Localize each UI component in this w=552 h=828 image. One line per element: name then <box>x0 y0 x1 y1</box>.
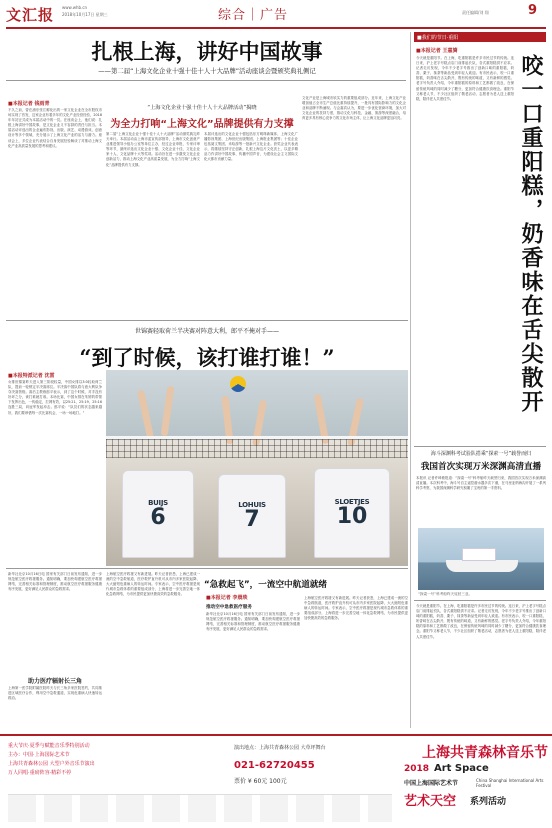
emergency-col-c: 上海航空医疗救援又有新进展。昨天记者获悉，上海已建成一流的空中急救航道，医疗救护直升机可从市内多家医院起降，大大缩短危重病人的转运时间。专家表示，空中医疗救援是现代城市急救体系的重要组成部分，上海将进一步完善空地一体化急救网络，为市民提供更加快捷高效的急救服务。 <box>304 596 408 621</box>
ad-right-sub2: 艺术天空 <box>404 794 457 809</box>
ad-line: 上海共青森林公园 大型户外音乐节演出 <box>8 761 95 767</box>
masthead-url: www.whb.cn <box>62 5 88 10</box>
lead-col-4: 文化产业是上海城市软实力的重要组成部分。近年来，上海文化产业增加值占全市生产总值比重持续提升，一批具有国际影响力的文化企业和品牌不断涌现。与会嘉宾认为，要进一步优化营商环境，加大对文化企业的扶持力度，推动文化与科技、金融、旅游等深度融合，培育更多具有核心竞争力的文化市场主体，让上海文化品牌更加闪亮。 <box>302 96 406 121</box>
lead-inner-head: 为全力打响“上海文化”品牌提供有力支撑 <box>110 119 294 130</box>
player-jersey: LOHUIS 7 <box>218 474 286 558</box>
emergency-col-a: 上海航空医疗救援又有新进展。昨天记者获悉，上海已建成一流的空中急救航道，医疗救护直升机可从市内多家医院起降，大大缩短危重病人的转运时间。专家表示，空中医疗救援是现代城市急救体系的重要组成部分，上海将进一步完善空地一体化急救网络，为市民提供更加快捷高效的急救服务。 <box>106 572 200 597</box>
block-arm <box>161 386 175 436</box>
sidebar-byline: ■本报记者 王嘉旖 <box>416 48 458 54</box>
masthead-rule <box>6 27 546 29</box>
sidebar-sub-kicker: 海斗深渊科考试验队搭乘“探索一号”载誉而归 <box>430 451 532 457</box>
volleyball-photo <box>106 370 408 566</box>
ad-logo-strip <box>8 794 392 822</box>
block-arm <box>137 390 154 438</box>
ad-line: 万人同唱·重磅阵容·精彩不停 <box>8 770 72 776</box>
ship-photo <box>418 528 544 590</box>
emergency-col-b: 新华社北京10月16日电 国家有关部门日前发布通知，进一步规范航空医疗救援服务。通知明确，要加快构建航空医疗救援网络，完善相关标准和管理制度，推动航空医疗救援服务健康有序发展，更好满足人民群众的急救需求。 <box>206 612 300 632</box>
column-divider <box>410 32 411 728</box>
ad-phone: 021-62720455 <box>234 760 315 771</box>
page-number: 9 <box>528 3 538 18</box>
editor-credit: 责任编辑/刘 翔 <box>462 10 489 15</box>
lead-col-2: 第二届“上海文化企业十强十佳十人十大品牌”活动颁奖典礼昨天举行。本届活动由上海市委宣传部指导，上海市文化创意产业推进领导小组办公室等单位主办，经过企业申报、专家评审等环节，最终评选出文化企业十强、文化企业十佳、文化企业家十人、文化品牌十大等奖项。活动旨在进一步激发文化企业创新活力，推动上海文化产业高质量发展，为全力打响“上海文化”品牌提供有力支撑。 <box>106 132 200 167</box>
ad-right-sub1: 中国上海国际艺术节 <box>404 780 459 787</box>
logo: 文汇报 <box>6 6 55 24</box>
volleyball-kicker: 世锦赛轻取荷兰半决赛对阵意大利，郎平不掩对手—— <box>134 328 279 335</box>
ship-deck <box>462 548 496 561</box>
sidebar-body: 今天就是重阳节。在上海，吃重阳糕是许多市民过节的传统。连日来，沪上老字号糕点店门前排起长队，各式重阳糕供不应求。记者走访发现，今年不少老字号推出了创新口味的重阳糕，奶香、栗子、抹茶等新品受到年轻人欢迎。有市民表示，咬一口重阳糕，奶香味在舌尖散开，既有传统的味道，又有新鲜的感觉。老字号负责人介绍，今年重阳糕的原料和工艺都做了改良，在保留传统风味的同时减少了糖分，更加符合健康饮食理念。重阳节又称老人节，不少社区组织了敬老活动，志愿者为老人送上重阳糕，陪伴老人共度佳节。 <box>416 56 514 101</box>
player-jersey: SLOETJES 10 <box>314 468 390 558</box>
sidebar-sub-headline: 我国首次实现万米深渊高清直播 <box>420 462 542 472</box>
ad-line: 重大节庆·夏季与赋能音乐季特别活动 <box>8 743 90 749</box>
sidebar-label: ■我们的节日·重阳 <box>417 35 459 41</box>
ship-photo-caption: “探索一号”科考船昨天返回三亚。 <box>418 592 473 596</box>
emergency-left-body: 新华社北京10月16日电 国家有关部门日前发布通知，进一步规范航空医疗救援服务。通知明确，要加快构建航空医疗救援网络，完善相关标准和管理制度，推动航空医疗救援服务健康有序发展，更好满足人民群众的急救需求。 <box>8 572 102 592</box>
ad-info: 演出地点：上海共青森林公园 大草坪舞台 <box>234 745 326 751</box>
ad-right-year: 2018 <box>404 764 430 774</box>
lead-rule <box>6 80 406 81</box>
volleyball-rule <box>6 320 408 321</box>
ad-right-en: China Shanghai International Arts Festival <box>476 778 544 788</box>
emergency-headline: “急救起飞”，一流空中航道就绪 <box>204 580 328 590</box>
bottom-col-body: 上海第一医学院附属医院昨天与长三角多家医院签约，共同推进区域医疗合作，利用空中急救通道，实现危重病人快速转运救治。 <box>8 686 102 701</box>
emergency-sub: 推动空中急救医疗服务 <box>206 605 252 610</box>
ad-right-series: 系列活动 <box>470 797 507 807</box>
emergency-byline: ■本报记者 李晨琰 <box>206 595 248 601</box>
lower-rule <box>6 568 408 569</box>
lead-byline: ■本报记者 钱雨青 <box>8 101 50 107</box>
sidebar-label-bar <box>414 32 546 42</box>
lead-headline: 扎根上海，讲好中国故事 <box>91 40 323 64</box>
volleyball-headline: “到了时候，该打谁打谁！” <box>79 345 335 370</box>
sidebar-rule <box>414 446 546 447</box>
advertisement <box>0 734 552 828</box>
masthead <box>0 0 552 28</box>
lower-right-rule <box>414 600 546 601</box>
sidebar-sub-body: 本报讯 记者许琦敏报道：“探索一号”科考船昨天载誉归来，我国首次实现万米深渊高清直播。本次科考中，海斗号自主遥控潜水器多次下潜，在马里亚纳海沟开展了一系列科学考察，为我国深渊科学研究积累了宝贵的第一手资料。 <box>416 476 546 491</box>
bottom-col-headline: 助力医疗辐射长三角 <box>27 678 82 685</box>
sidebar-headline: 咬一口重阳糕，奶香味在舌尖散开 <box>518 54 544 414</box>
ad-prices: 票价 ¥ 60元 100元 <box>234 778 287 785</box>
right-lower-body: 今天就是重阳节。在上海，吃重阳糕是许多市民过节的传统。连日来，沪上老字号糕点店门前排起长队，各式重阳糕供不应求。记者走访发现，今年不少老字号推出了创新口味的重阳糕，奶香、栗子、抹茶等新品受到年轻人欢迎。有市民表示，咬一口重阳糕，奶香味在舌尖散开，既有传统的味道，又有新鲜的感觉。老字号负责人介绍，今年重阳糕的原料和工艺都做了改良，在保留传统风味的同时减少了糖分，更加符合健康饮食理念。重阳节又称老人节，不少社区组织了敬老活动，志愿者为老人送上重阳糕，陪伴老人共度佳节。 <box>416 604 546 639</box>
ship-hull <box>446 560 518 572</box>
masthead-date: 2018年10月17日 星期三 <box>62 12 108 17</box>
ad-left-lines <box>8 742 228 778</box>
lead-col-1: 不久之前，曾在浦东张江孵化出的一家文化企业在全市股权市场实现了首发，这家企业有着多年的文化产业经营经验，2018年年初正式成为本届活动中的一员。在座谈会上，他们说：扎根上海讲好中国故事，是文化企业义不容辞的责任与担当。本届活动评选出的企业遍布影视、出版、演艺、动漫游戏、创意设计等多个领域，充分展示了上海文化产业的活力与潜力。座谈会上，多位企业代表结合自身发展经验畅谈了对推动上海文化产业高质量发展的思考和建议。 <box>8 108 102 148</box>
section-title: 综合｜广告 <box>218 8 289 23</box>
ad-line: 主办：中国·上海国际艺术节 <box>8 752 70 758</box>
lead-inner-kicker: “上海文化企业十强十佳十人十大品牌活动”揭晓 <box>147 105 257 111</box>
ad-right-art-space: Art Space <box>434 763 489 774</box>
volleyball-body: 女排世锦赛昨天进入第三阶段较量，中国女排以3:0轻取荷兰队，提前一轮锁定半决赛席位。半决赛中国队将与意大利队争夺决赛资格。赛后主教练郎平表示，到了这个时候，对手没有好坏之分，该打谁就打谁。本场比赛，中国女排在朱婷的带领下发挥出色，一传稳定，拦网有效，以25:21、25:19、25:16连胜三局，向冠军发起冲击。郎平说：“队员们的状态越来越好，我们要珍惜每一次比赛机会，一场一场地打。” <box>8 380 102 415</box>
player-jersey: BUIJS 6 <box>122 470 194 558</box>
lead-col-3: 本届评选出的文化企业十强包括东方明珠新媒体、上海文化广播影视集团、上海世纪出版集团、上海报业集团等；十佳企业包括阅文集团、米哈游等一批新兴文化企业。获奖企业代表表示，将继续坚持守正创新，扎根上海这片文化沃土，以更多精品力作讲好中国故事、传播中国声音，为建设社会主义国际文化大都市贡献力量。 <box>204 132 298 162</box>
lead-subhead: ——第二届“上海文化企业十强十佳十人十大品牌”活动座谈会暨颁奖典礼侧记 <box>98 67 316 75</box>
ad-right-title: 上海共青森林音乐节 <box>422 745 548 761</box>
volleyball-byline: ■本报特派记者 沈雷 <box>8 373 55 379</box>
volleyball-ball <box>230 376 246 392</box>
net <box>106 436 408 458</box>
